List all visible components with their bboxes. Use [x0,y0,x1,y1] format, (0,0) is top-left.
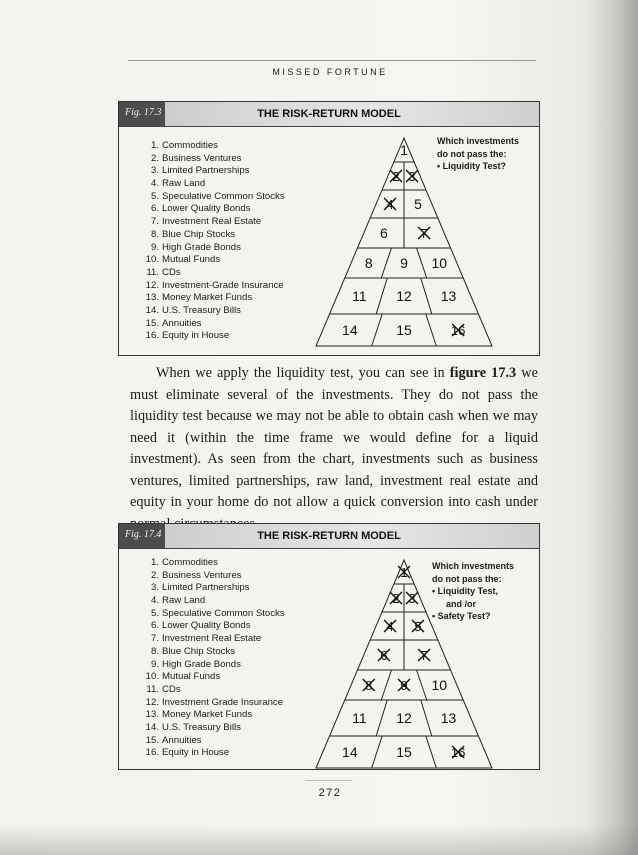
investment-number: 16. [145,330,159,342]
investment-name: High Grade Bonds [162,241,241,253]
investment-item [135,267,285,280]
crossed-out-cell-5: 5 [414,619,422,634]
investment-number: 1. [150,140,159,151]
investment-name: Mutual Funds [162,671,221,683]
question-line: and /or [446,598,477,609]
pyramid-cell-divider [381,670,391,700]
investment-number: 1. [150,557,159,568]
question-line: • Liquidity Test, [432,586,498,596]
pyramid-cell-11: 11 [352,710,367,726]
investment-item [135,633,285,646]
pyramid-cell-10: 10 [431,255,448,271]
investment-name: Raw Land [162,595,206,607]
pyramid-cell-divider [417,670,427,700]
pyramid-cell-divider [372,736,383,768]
investment-name: Commodities [162,557,218,568]
investment-item [135,735,285,748]
pyramid-cell-14: 14 [342,322,358,338]
investment-name: U.S. Treasury Bills [162,721,241,733]
figure-question [432,560,514,623]
investment-number: 3. [150,165,159,177]
investment-number: 11. [146,683,159,695]
pyramid-cell-8: 8 [364,255,373,271]
figure-label: Fig. 17.3 [125,107,162,118]
investment-number: 8. [150,228,159,240]
pyramid-cell-13: 13 [440,710,457,726]
crossed-out-cell-2: 2 [392,169,400,184]
investment-number: 7. [150,216,159,228]
investment-number: 16. [145,747,159,759]
investment-name: Business Ventures [162,569,242,581]
pyramid-cell-divider [426,314,437,346]
investment-name: Annuities [162,317,202,329]
investment-name: Blue Chip Stocks [162,228,236,240]
investment-number: 9. [150,241,159,253]
investment-item [135,570,285,583]
investment-item [135,684,285,697]
pyramid-cell-divider [376,278,387,314]
figure-17-3 [118,101,540,356]
pyramid-cell-divider [421,278,432,314]
pyramid-cell-9: 9 [400,255,408,271]
investment-name: Limited Partnerships [162,582,250,594]
crossed-out-cell-1: 1 [400,565,408,580]
question-line: do not pass the: [432,573,502,584]
investment-name: Business Ventures [162,152,242,164]
pyramid-cell-14: 14 [342,744,358,760]
investment-item [135,595,285,608]
pyramid-cell-1: 1 [400,142,408,158]
page-number: 272 [318,787,342,799]
pyramid-cell-divider [426,736,437,768]
crossed-out-cell-8: 8 [365,678,373,693]
pyramid-cell-15: 15 [396,744,412,760]
investment-item [135,280,285,293]
investment-name: Mutual Funds [162,254,221,266]
running-head-rule [128,60,536,61]
investment-number: 2. [150,569,159,581]
investment-name: High Grade Bonds [162,658,241,670]
investment-item [135,165,285,178]
running-head: MISSED FORTUNE [272,67,388,77]
investment-number: 14. [145,304,159,316]
investment-name: Limited Partnerships [162,165,250,177]
pyramid-cell-12: 12 [396,710,412,726]
investment-number: 10. [145,254,159,266]
figure-reference: figure 17.3 [449,365,517,381]
folio-rule [306,780,352,781]
investment-name: Lower Quality Bonds [162,620,251,632]
figure-header-bar [119,524,539,549]
investment-list [135,557,285,760]
investment-number: 7. [150,633,159,645]
crossed-out-cell-6: 6 [380,648,388,663]
page-spine-shadow [590,0,638,855]
investment-number: 15. [145,317,159,329]
investment-name: Money Market Funds [162,709,253,721]
investment-item [135,191,285,204]
investment-name: CDs [162,683,181,695]
investment-item [135,709,285,722]
crossed-out-cell-7: 7 [420,648,428,663]
investment-item [135,330,285,343]
investment-name: Lower Quality Bonds [162,203,251,215]
investment-name: Investment Grade Insurance [162,696,284,708]
paragraph-text-rest: we must eliminate several of the investments. They do not pass the liquidity test because we may not be able to obtain cash when we may need it (within the time frame we would define for a liquid investment). As seen from the chart, investments such as business ventures, limited partnerships, raw land, investment real estate and equity in your home do not allow a quick conversion into cash under [130,365,538,510]
pyramid-cell-divider [417,248,427,278]
pyramid-cell-11: 11 [352,288,367,304]
crossed-out-cell-7: 7 [420,226,428,241]
investment-item [135,292,285,305]
question-line: do not pass the: [437,148,507,159]
investment-number: 4. [150,178,159,190]
investment-name: Money Market Funds [162,292,253,304]
investment-item [135,153,285,166]
investment-name: Commodities [162,140,218,151]
crossed-out-cell-2: 2 [392,591,400,606]
investment-item [135,722,285,735]
investment-number: 2. [150,152,159,164]
investment-item [135,747,285,760]
figure-17-4 [118,523,540,770]
investment-number: 6. [150,620,159,632]
pyramid-cell-5: 5 [414,196,422,212]
crossed-out-cell-4: 4 [386,619,394,634]
investment-item [135,620,285,633]
investment-number: 12. [145,279,159,291]
investment-name: Speculative Common Stocks [162,190,285,202]
figure-label: Fig. 17.4 [125,529,162,540]
investment-item [135,178,285,191]
crossed-out-cell-9: 9 [400,678,408,693]
investment-item [135,646,285,659]
investment-item [135,557,285,570]
investment-name: Equity in House [162,330,230,342]
investment-number: 5. [150,607,159,619]
investment-item [135,229,285,242]
investment-name: Raw Land [162,178,206,190]
investment-number: 10. [145,671,159,683]
figure-header-bar [119,102,539,127]
crossed-out-cell-16: 16 [450,745,466,760]
question-line: • Liquidity Test? [437,161,506,171]
figure-title: THE RISK-RETURN MODEL [257,530,401,542]
investment-name: Equity in House [162,747,230,759]
crossed-out-cell-3: 3 [408,169,416,184]
investment-item [135,318,285,331]
investment-list [135,140,285,343]
investment-number: 12. [145,696,159,708]
investment-item [135,659,285,672]
question-line: Which investments [437,136,520,146]
crossed-out-cell-3: 3 [408,591,416,606]
investment-number: 5. [150,190,159,202]
investment-item [135,242,285,255]
investment-name: U.S. Treasury Bills [162,304,241,316]
investment-name: Investment Real Estate [162,216,262,228]
investment-item [135,216,285,229]
investment-item [135,608,285,621]
investment-name: CDs [162,266,181,278]
investment-item [135,305,285,318]
pyramid-cell-12: 12 [396,288,412,304]
investment-number: 4. [150,595,159,607]
investment-name: Annuities [162,734,202,746]
investment-item [135,203,285,216]
investment-number: 11. [146,266,159,278]
figure-title: THE RISK-RETURN MODEL [257,108,401,120]
investment-number: 14. [145,721,159,733]
investment-name: Investment Real Estate [162,633,262,645]
crossed-out-cell-4: 4 [386,197,394,212]
pyramid-cell-divider [376,700,387,736]
pyramid-cell-6: 6 [380,225,388,241]
pyramid-cell-divider [372,314,383,346]
pyramid-cell-divider [381,248,391,278]
pyramid-cell-divider [421,700,432,736]
investment-name: Investment-Grade Insurance [162,279,284,291]
investment-item [135,582,285,595]
paragraph-text-start: When we apply the liquidity test, you can see in [156,365,450,381]
investment-number: 9. [150,658,159,670]
investment-number: 15. [145,734,159,746]
investment-number: 13. [145,292,159,304]
investment-number: 3. [150,582,159,594]
investment-number: 13. [145,709,159,721]
figure-question [437,135,519,173]
investment-item [135,671,285,684]
investment-number: 6. [150,203,159,215]
investment-name: Blue Chip Stocks [162,645,236,657]
question-line: Which investments [432,561,515,571]
investment-name: Speculative Common Stocks [162,607,285,619]
crossed-out-cell-16: 16 [450,323,466,338]
question-line: • Safety Test? [432,611,491,621]
investment-item [135,697,285,710]
investment-item [135,254,285,267]
body-paragraph [130,363,538,535]
pyramid-cell-15: 15 [396,322,412,338]
investment-item [135,140,285,153]
page-bottom-shadow [0,825,638,855]
pyramid-cell-13: 13 [440,288,457,304]
investment-number: 8. [150,645,159,657]
pyramid-cell-10: 10 [431,677,448,693]
